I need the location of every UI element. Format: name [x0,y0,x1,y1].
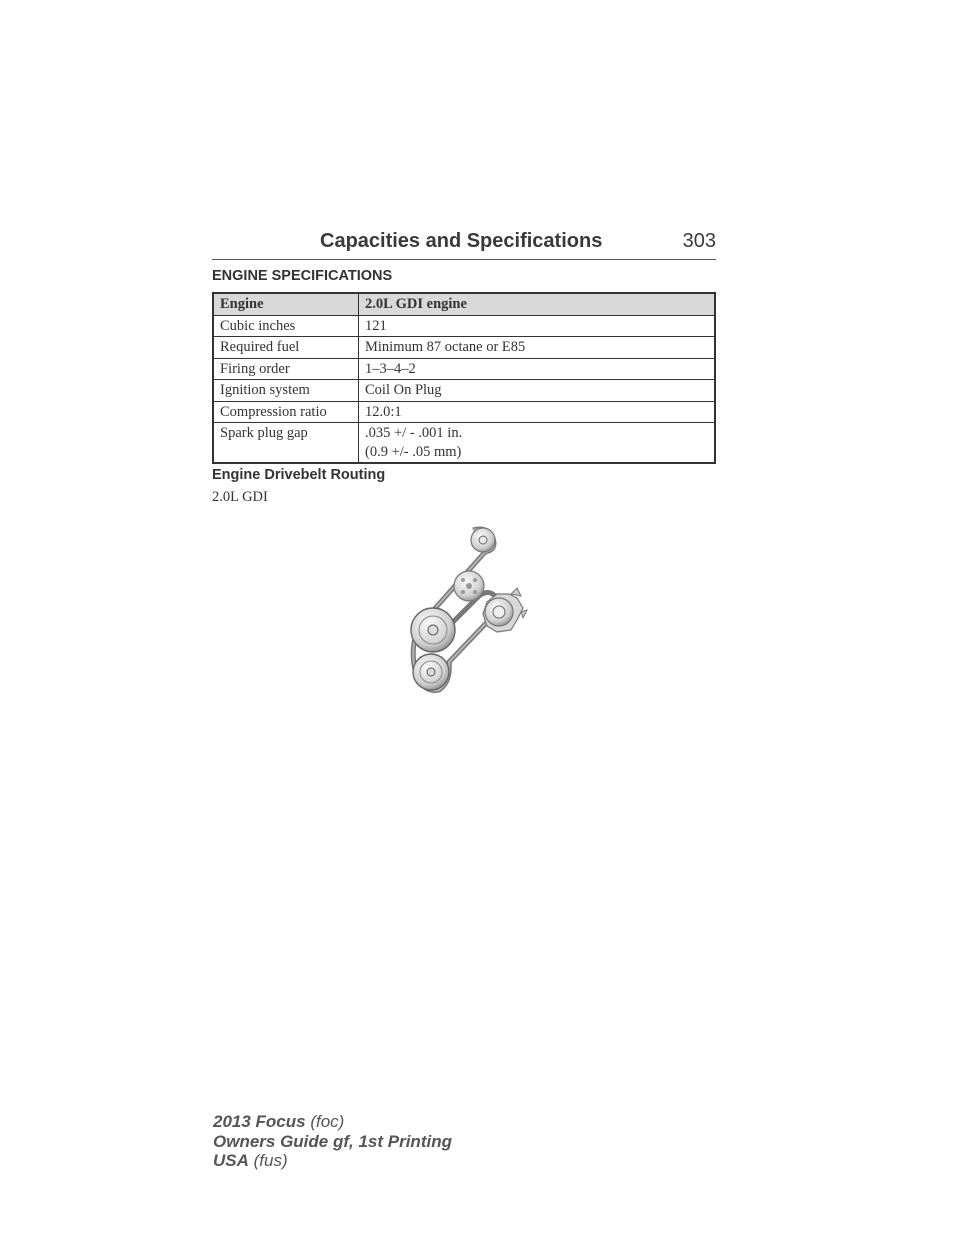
table-cell-label: Required fuel [213,337,359,359]
page-title: Capacities and Specifications [320,230,603,252]
footer-line [213,1112,452,1132]
footer-model: 2013 Focus [213,1112,306,1131]
page-number: 303 [682,230,716,252]
drivebelt-routing-diagram [405,522,530,697]
table-cell-value-line: .035 +/ - .001 in. [365,425,463,441]
table-row [213,315,715,337]
table-cell-value: Coil On Plug [359,380,716,402]
table-cell-value [359,423,716,464]
table-cell-label: Compression ratio [213,401,359,423]
table-cell-label: Ignition system [213,380,359,402]
table-cell-value: Minimum 87 octane or E85 [359,337,716,359]
table-cell-value: 121 [359,315,716,337]
engine-spec-table [212,292,716,464]
table-cell-label: Spark plug gap [213,423,359,464]
footer-market-code: (fus) [253,1151,288,1170]
footer-guide: Owners Guide gf, 1st Printing [213,1131,452,1151]
footer [213,1112,452,1171]
crankshaft-pulley-icon [411,608,455,652]
table-header-cell: Engine [213,293,359,315]
section-heading: ENGINE SPECIFICATIONS [212,268,393,284]
table-row [213,380,715,402]
table-row [213,358,715,380]
ac-compressor-pulley-icon [413,654,449,690]
engine-label: 2.0L GDI [212,489,268,505]
idler-pulley-icon [471,528,495,552]
table-header-row [213,293,715,315]
table-cell-value-line: (0.9 +/- .05 mm) [365,443,462,460]
table-row [213,337,715,359]
footer-line [213,1151,452,1171]
page-header [212,228,716,260]
table-cell-label: Cubic inches [213,315,359,337]
table-header-cell: 2.0L GDI engine [359,293,716,315]
tensioner-pulley-icon [454,571,484,601]
footer-line [213,1132,452,1152]
table-row [213,401,715,423]
drivebelt-heading: Engine Drivebelt Routing [212,467,386,483]
table-row [213,423,715,464]
table-cell-value: 1–3–4–2 [359,358,716,380]
footer-market: USA [213,1151,249,1170]
table-cell-value: 12.0:1 [359,401,716,423]
footer-model-code: (foc) [310,1112,345,1131]
table-cell-label: Firing order [213,358,359,380]
